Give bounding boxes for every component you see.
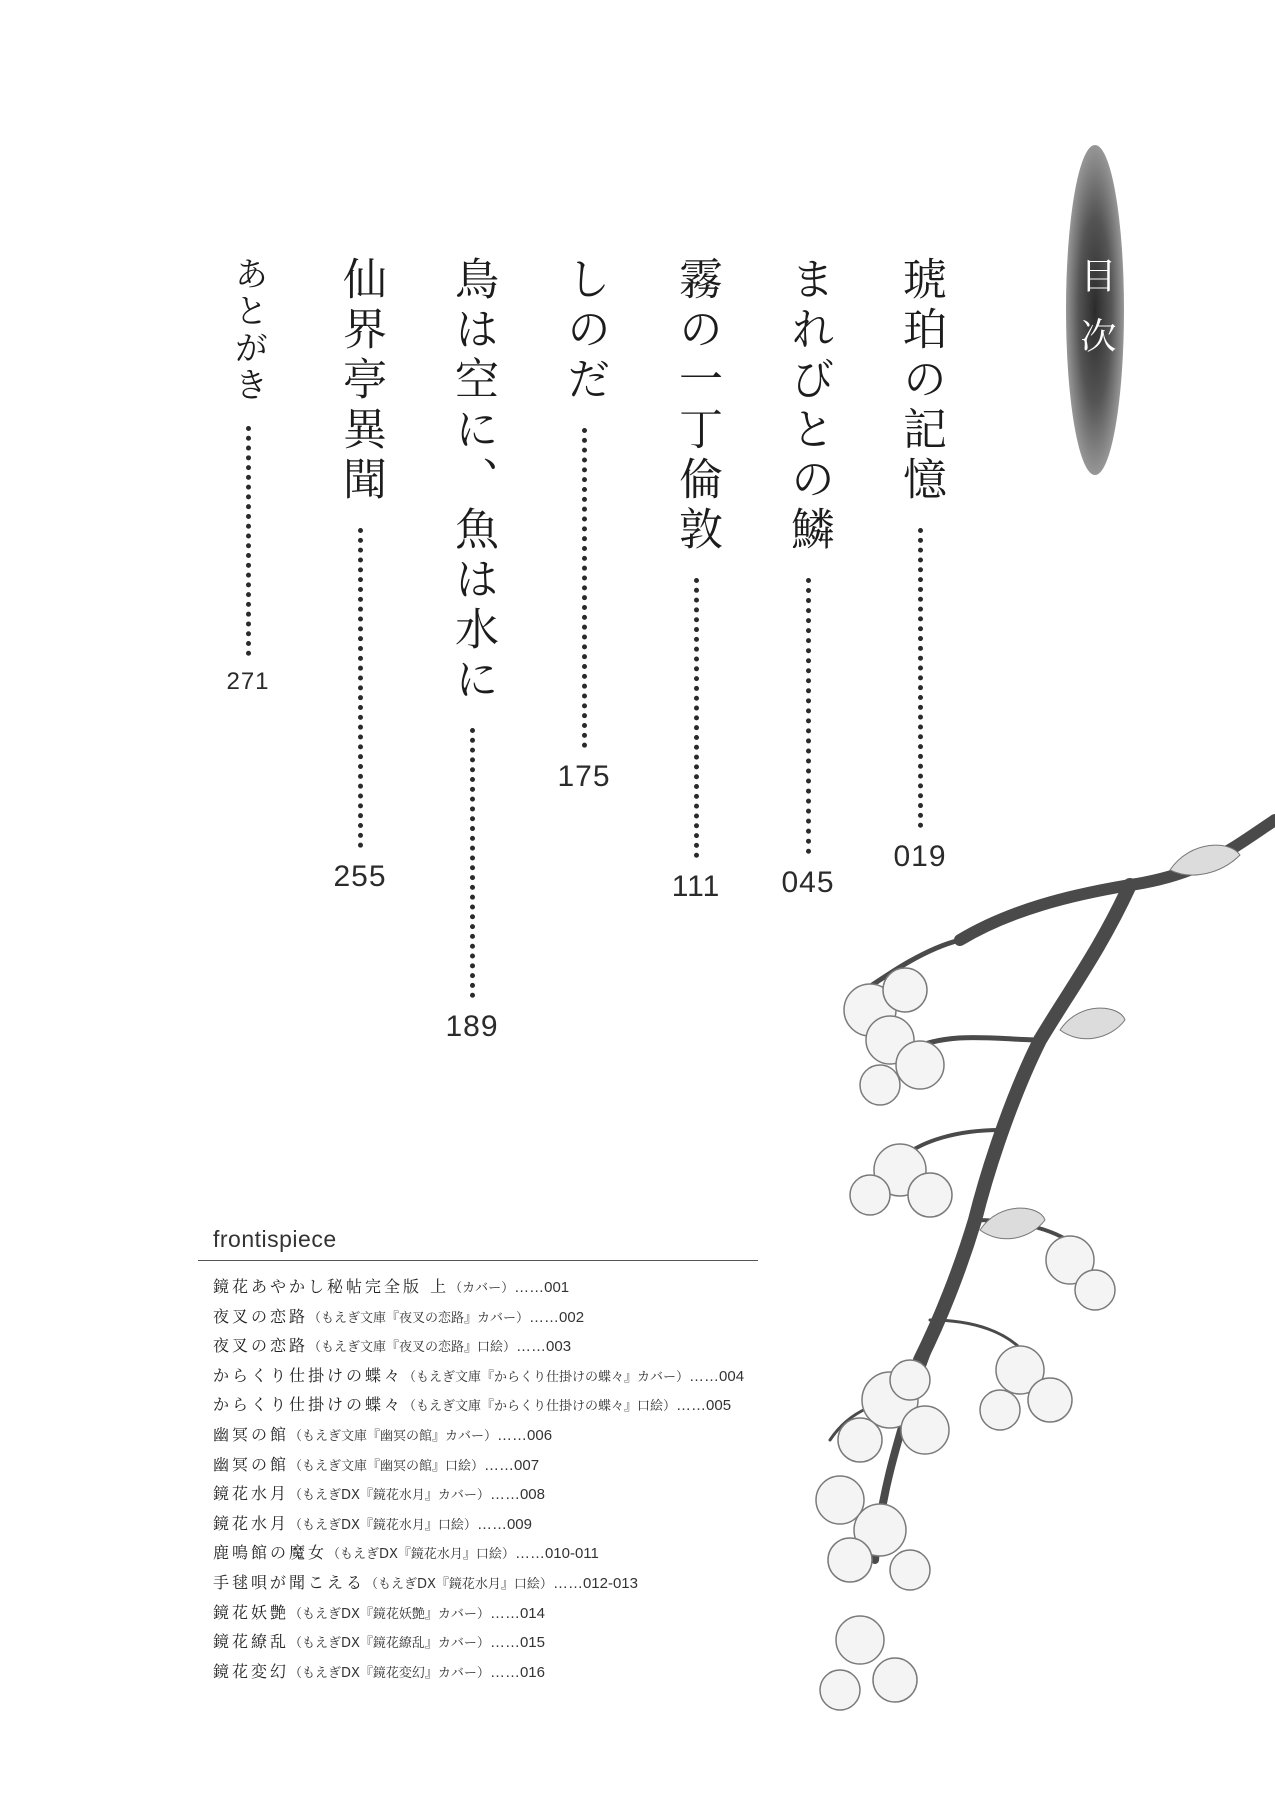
blossom-cluster-8 — [820, 1616, 917, 1710]
illustration-source: （もえぎ文庫『夜叉の恋路』口絵） — [308, 1340, 517, 1356]
illustration-title: 夜叉の恋路 — [213, 1306, 309, 1326]
illustration-page: ……010-011 — [514, 1545, 599, 1563]
illustration-source: （もえぎDX『鏡花水月』口絵） — [365, 1576, 553, 1592]
frontispiece-divider — [198, 1260, 758, 1261]
illustration-page: ……001 — [514, 1279, 570, 1296]
illustration-source: （もえぎDX『鏡花繚乱』カバー） — [289, 1636, 490, 1652]
blossom-cluster-3 — [850, 1144, 952, 1217]
toc-page-number: 271 — [226, 668, 270, 695]
frontispiece-item — [213, 1657, 744, 1687]
toc-page-number: 019 — [893, 840, 947, 873]
frontispiece-list — [213, 1272, 744, 1686]
toc-entry-5[interactable] — [442, 256, 502, 1044]
illustration-title: 鏡花変幻 — [213, 1661, 290, 1681]
illustration-title: 幽冥の館 — [213, 1424, 290, 1444]
illustration-source: （もえぎDX『鏡花水月』カバー） — [289, 1488, 490, 1504]
frontispiece-item — [213, 1302, 744, 1332]
leader-dots — [470, 728, 475, 998]
toc-title: あとがき — [228, 256, 268, 404]
illustration-source: （もえぎDX『鏡花水月』口絵） — [327, 1547, 515, 1563]
toc-page-number: 111 — [671, 870, 721, 903]
toc-title: しのだ — [559, 256, 610, 406]
toc-heading-badge — [1066, 145, 1124, 475]
toc-entry-1[interactable] — [890, 256, 950, 874]
frontispiece-item — [213, 1568, 744, 1598]
illustration-page: ……003 — [516, 1338, 572, 1356]
toc-title: まれびとの鱗 — [783, 256, 834, 556]
frontispiece-item — [213, 1627, 744, 1657]
leader-dots — [246, 426, 251, 656]
illustration-title: 夜叉の恋路 — [213, 1336, 309, 1356]
illustration-page: ……004 — [689, 1367, 745, 1385]
cherry-blossom-branch-illustration — [810, 800, 1275, 1800]
toc-page-number: 045 — [781, 866, 835, 899]
frontispiece-heading: frontispiece — [213, 1226, 337, 1252]
blossom-cluster-6 — [980, 1346, 1072, 1430]
illustration-title: 鹿鳴館の魔女 — [213, 1543, 328, 1563]
illustration-page: ……007 — [484, 1456, 540, 1474]
frontispiece-item — [213, 1272, 744, 1302]
frontispiece-item — [213, 1361, 744, 1391]
illustration-page: ……016 — [489, 1663, 545, 1681]
illustration-source: （もえぎ文庫『からくり仕掛けの蝶々』カバー） — [403, 1369, 690, 1385]
frontispiece-item — [213, 1390, 744, 1420]
frontispiece-item — [213, 1509, 744, 1539]
leader-dots — [694, 578, 699, 858]
frontispiece-item — [213, 1331, 744, 1361]
toc-entry-3[interactable] — [666, 256, 726, 904]
toc-title: 仙界亭異聞 — [335, 256, 386, 506]
frontispiece-item — [213, 1479, 744, 1509]
illustration-page: ……002 — [529, 1308, 585, 1326]
toc-heading-char-2: 次 — [1075, 317, 1116, 353]
toc-entry-4[interactable] — [554, 256, 614, 794]
toc-title: 鳥は空に、魚は水に — [447, 256, 498, 706]
illustration-title: 鏡花水月 — [213, 1484, 290, 1504]
illustration-page: ……009 — [476, 1515, 532, 1533]
illustration-title: 手毬唄が聞こえる — [213, 1572, 366, 1592]
illustration-source: （もえぎDX『鏡花妖艶』カバー） — [289, 1606, 490, 1622]
toc-page-number: 175 — [557, 760, 611, 793]
illustration-page: ……006 — [497, 1426, 553, 1444]
illustration-source: （カバー） — [449, 1281, 515, 1296]
illustration-page: ……005 — [676, 1397, 732, 1415]
blossom-cluster-4 — [1046, 1236, 1115, 1310]
frontispiece-item — [213, 1420, 744, 1450]
toc-title: 霧の一丁倫敦 — [671, 256, 722, 556]
illustration-title: からくり仕掛けの蝶々 — [213, 1365, 404, 1385]
illustration-page: ……012-013 — [552, 1574, 638, 1592]
illustration-source: （もえぎ文庫『幽冥の館』口絵） — [289, 1458, 485, 1474]
illustration-source: （もえぎ文庫『幽冥の館』カバー） — [289, 1428, 498, 1444]
frontispiece-item — [213, 1450, 744, 1480]
illustration-title: 鏡花繚乱 — [213, 1632, 290, 1652]
illustration-title: 幽冥の館 — [213, 1454, 290, 1474]
illustration-title: 鏡花水月 — [213, 1513, 290, 1533]
illustration-title: 鏡花妖艶 — [213, 1602, 290, 1622]
toc-heading-char-1: 目 — [1075, 257, 1116, 293]
illustration-page: ……014 — [489, 1604, 545, 1622]
toc-page-number: 255 — [333, 860, 387, 893]
leader-dots — [582, 428, 587, 748]
illustration-source: （もえぎ文庫『夜叉の恋路』カバー） — [308, 1310, 530, 1326]
toc-entry-7[interactable] — [218, 256, 278, 696]
illustration-page: ……008 — [489, 1486, 545, 1504]
illustration-title: からくり仕掛けの蝶々 — [213, 1395, 404, 1415]
toc-title: 琥珀の記憶 — [895, 256, 946, 506]
toc-page-number: 189 — [445, 1010, 499, 1043]
illustration-page: ……015 — [489, 1634, 545, 1652]
illustration-title: 鏡花あやかし秘帖完全版 上 — [213, 1277, 450, 1296]
frontispiece-item — [213, 1598, 744, 1628]
blossom-cluster-7 — [816, 1476, 930, 1590]
frontispiece-item — [213, 1538, 744, 1568]
leader-dots — [918, 528, 923, 828]
leader-dots — [358, 528, 363, 848]
toc-entry-6[interactable] — [330, 256, 390, 894]
illustration-source: （もえぎDX『鏡花変幻』カバー） — [289, 1665, 490, 1681]
illustration-source: （もえぎ文庫『からくり仕掛けの蝶々』口絵） — [403, 1399, 677, 1415]
illustration-source: （もえぎDX『鏡花水月』口絵） — [289, 1517, 477, 1533]
